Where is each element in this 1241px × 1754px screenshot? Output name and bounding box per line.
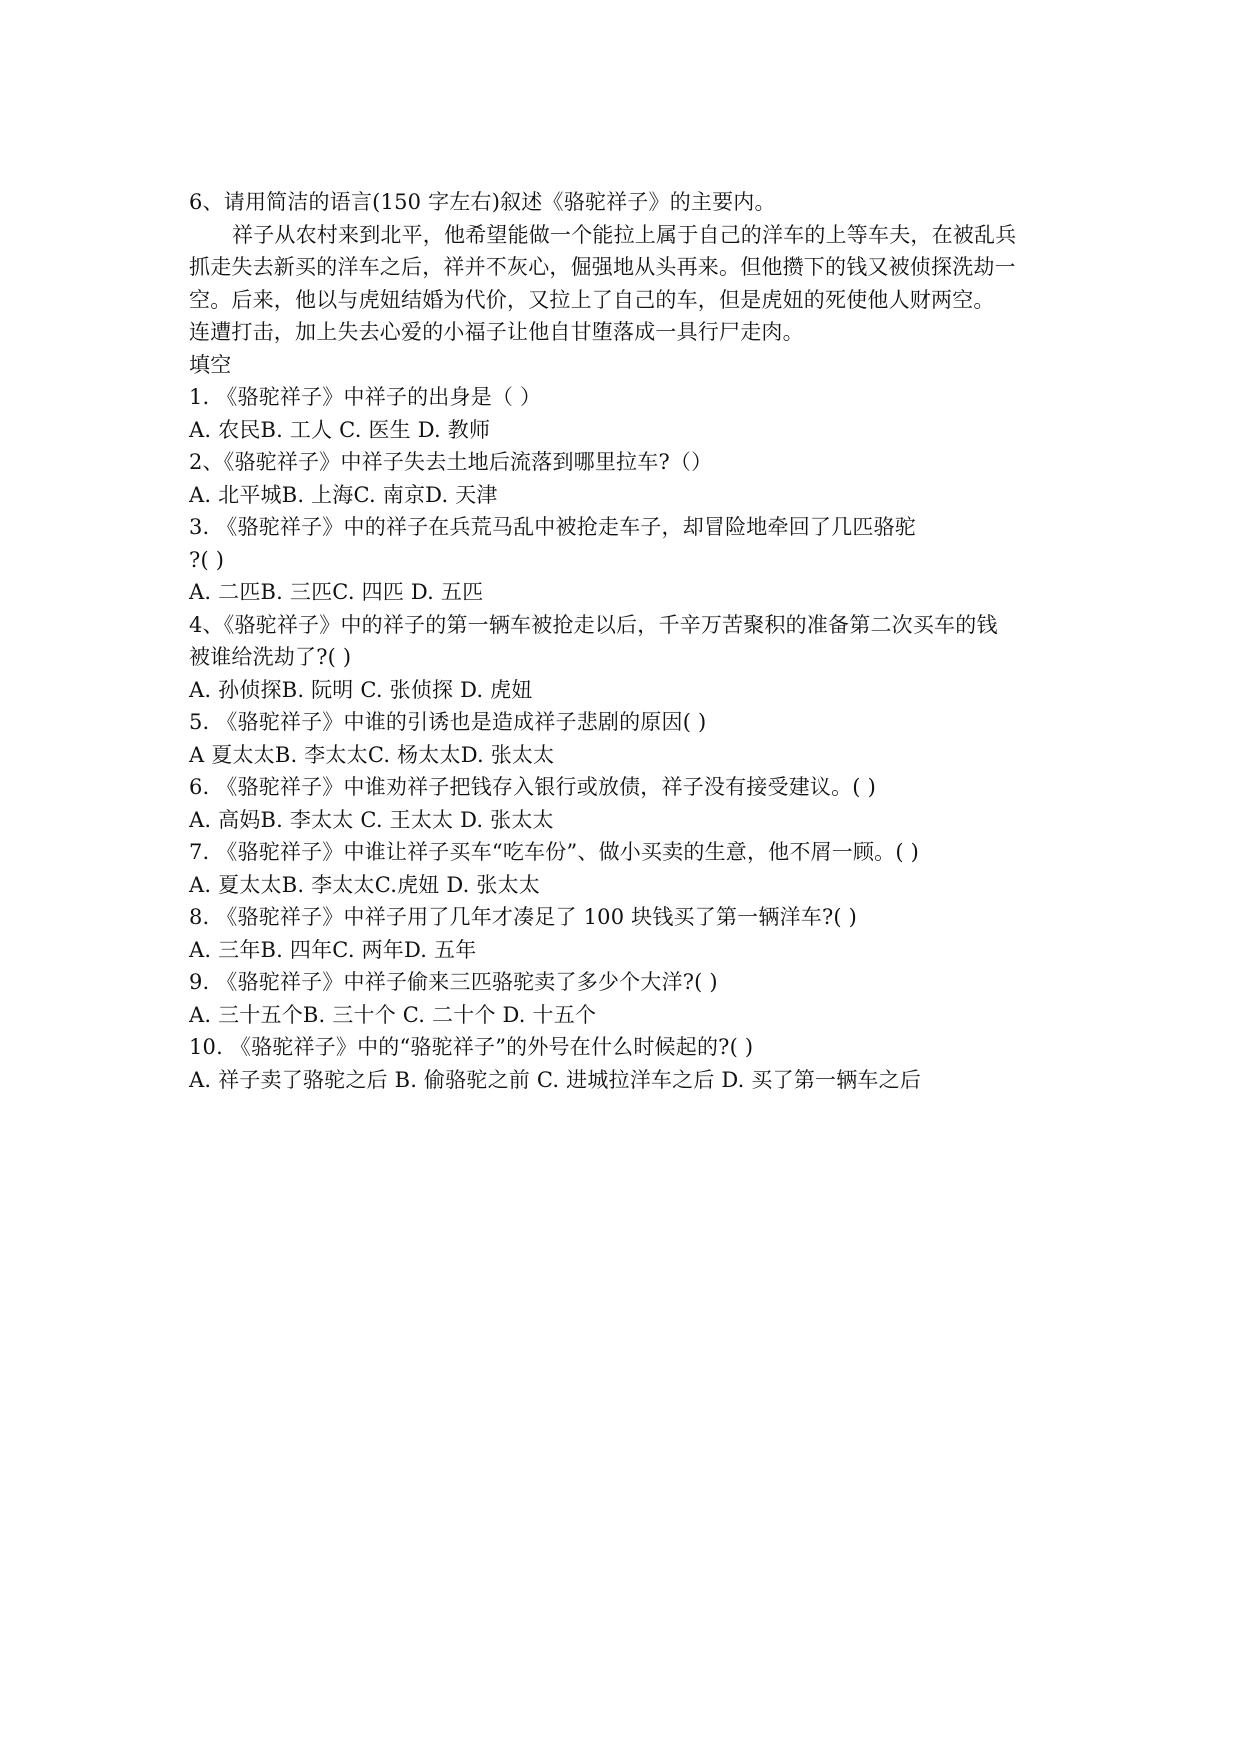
question-1-options: A. 农民B. 工人 C. 医生 D. 教师 xyxy=(189,417,491,442)
question-9: 9. 《骆驼祥子》中祥子偷来三匹骆驼卖了多少个大洋?( ) xyxy=(189,970,718,994)
answer-line: 空。后来，他以与虎妞结婚为代价，又拉上了自己的车，但是虎妞的死使他人财两空。 xyxy=(189,287,995,312)
question-3: 3. 《骆驼祥子》中的祥子在兵荒马乱中被抢走车子，却冒险地牵回了几匹骆驼 xyxy=(189,515,916,539)
question-4-continued: 被谁给洗劫了?( ) xyxy=(189,645,352,669)
question-9-options: A. 三十五个B. 三十个 C. 二十个 D. 十五个 xyxy=(189,1002,597,1027)
question-8-options: A. 三年B. 四年C. 两年D. 五年 xyxy=(189,937,477,962)
question-5-options: A 夏太太B. 李太太C. 杨太太D. 张太太 xyxy=(189,742,555,767)
question-6-choice: 6. 《骆驼祥子》中谁劝祥子把钱存入银行或放债，祥子没有接受建议。( ) xyxy=(189,775,876,799)
question-3-options: A. 二匹B. 三匹C. 四匹 D. 五匹 xyxy=(189,580,484,604)
question-10: 10. 《骆驼祥子》中的“骆驼祥子”的外号在什么时候起的?( ) xyxy=(189,1035,754,1059)
question-7: 7. 《骆驼祥子》中谁让祥子买车“吃车份”、做小买卖的生意，他不屑一顾。( ) xyxy=(189,840,920,864)
answer-line: 祥子从农村来到北平，他希望能做一个能拉上属于自己的洋车的上等车夫，在被乱兵 xyxy=(232,222,1017,247)
section-title: 填空 xyxy=(189,352,232,377)
question-3-continued: ?( ) xyxy=(189,547,225,572)
question-2-options: A. 北平城B. 上海C. 南京D. 天津 xyxy=(189,482,498,507)
question-8: 8. 《骆驼祥子》中祥子用了几年才凑足了 100 块钱买了第一辆洋车?( ) xyxy=(189,905,858,929)
question-4-options: A. 孙侦探B. 阮明 C. 张侦探 D. 虎妞 xyxy=(189,677,533,702)
question-4: 4、《骆驼祥子》中的祥子的第一辆车被抢走以后，千辛万苦聚积的准备第二次买车的钱 xyxy=(189,612,998,637)
answer-line: 连遭打击，加上失去心爱的小福子让他自甘堕落成一具行尸走肉。 xyxy=(189,320,804,344)
question-2: 2、《骆驼祥子》中祥子失去土地后流落到哪里拉车?（） xyxy=(189,450,713,474)
question-7-options: A. 夏太太B. 李太太C.虎妞 D. 张太太 xyxy=(189,872,541,897)
question-10-options: A. 祥子卖了骆驼之后 B. 偷骆驼之前 C. 进城拉洋车之后 D. 买了第一辆车之后 xyxy=(189,1067,922,1092)
answer-line: 抓走失去新买的洋车之后，祥并不灰心，倔强地从头再来。但他攒下的钱又被侦探洗劫一 xyxy=(189,255,1016,279)
question-6-choice-options: A. 高妈B. 李太太 C. 王太太 D. 张太太 xyxy=(189,807,554,832)
document-body xyxy=(189,186,1069,1096)
question-6-prompt: 6、请用简洁的语言(150 字左右)叙述《骆驼祥子》的主要内。 xyxy=(189,190,776,214)
question-1: 1. 《骆驼祥子》中祥子的出身是（ ） xyxy=(189,385,542,409)
question-5: 5. 《骆驼祥子》中谁的引诱也是造成祥子悲剧的原因( ) xyxy=(189,710,707,734)
